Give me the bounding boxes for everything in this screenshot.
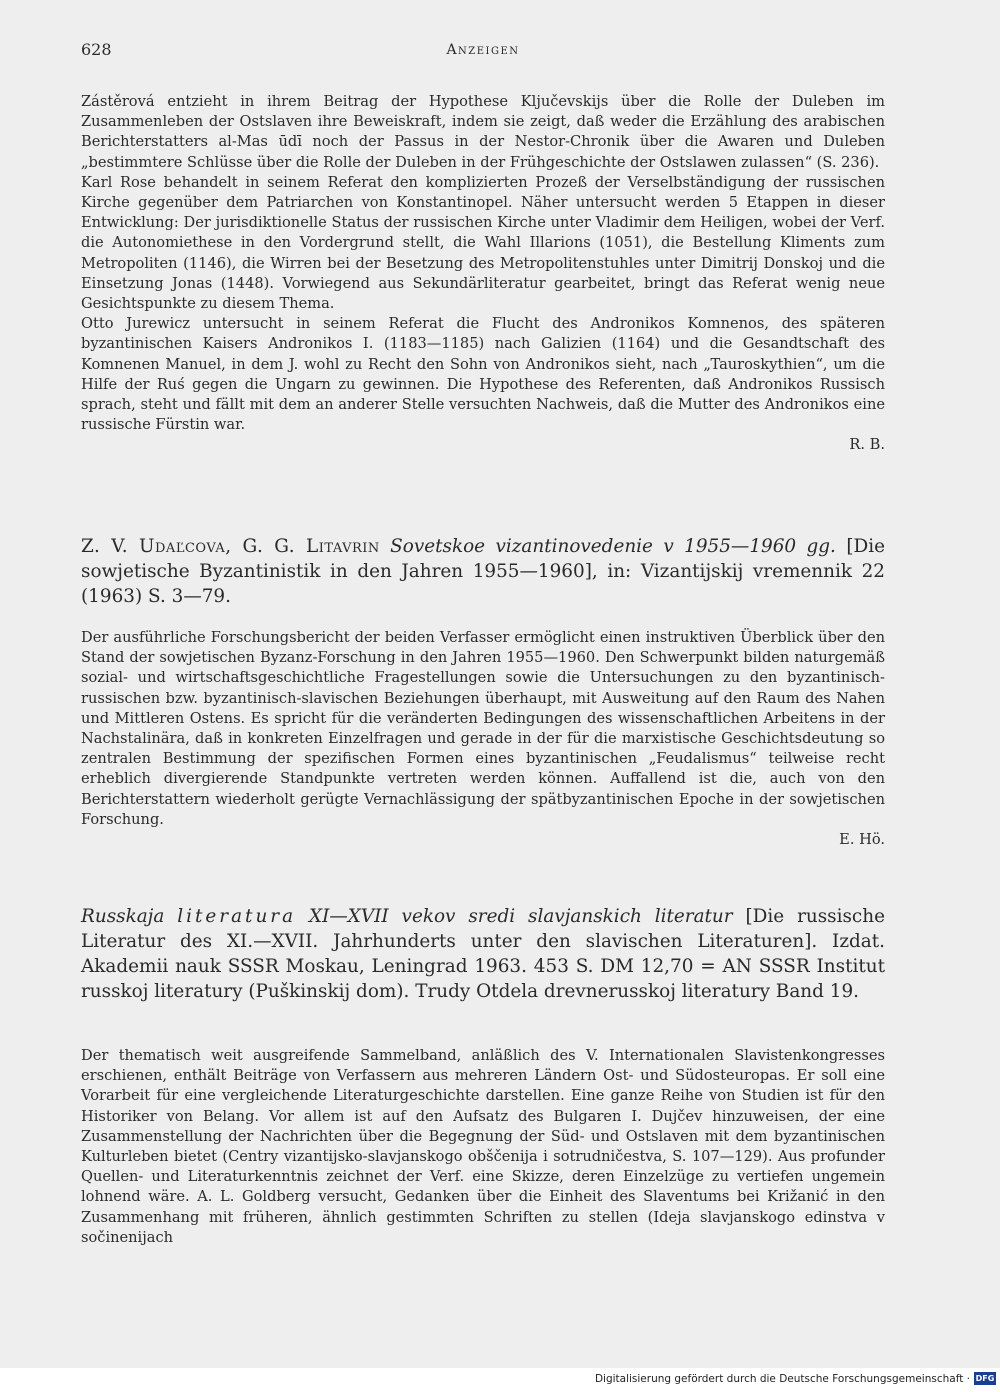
review-text (81, 1046, 885, 1248)
entry-title-spaced: literatura (177, 906, 297, 927)
footer-credit: Digitalisierung gefördert durch die Deutsche Forschungsgemeinschaft · (594, 1373, 970, 1385)
reviewer-signature: E. Hö. (839, 831, 885, 849)
bibliographic-entry-heading (81, 904, 885, 1004)
entry-details: [Die sowjetische Byzantinistik in den Jahren 1955—1960], in: Vizantijskij vremennik 22 (1963) S. 3—79. (81, 536, 885, 607)
page-header (81, 40, 885, 66)
running-head: Anzeigen (446, 42, 520, 58)
paragraph: Otto Jurewicz untersucht in seinem Referat die Flucht des Andronikos Komnenos, des späteren byzantinischen Kaisers Andronikos I. (1183—1185) nach Galizien (1164) und die Gesandtschaft des Komnenen Manuel, in dem J. wohl zu Recht den Sohn von Andronikos sieht, nach „Tauroskythien“, um die Hilfe der Ruś gegen die Ungarn zu gewinnen. Die Hypothese des Referenten, daß Andronikos Russisch sprach, steht und fällt mit dem an anderer Stelle versuchten Nachweis, daß die Mutter des Andronikos eine russische Fürstin war. (81, 315, 885, 434)
review-text (81, 628, 885, 850)
paragraph: Der ausführliche Forschungsbericht der beiden Verfasser ermöglicht einen instruktiven Überblick über den Stand der sowjetischen Byzanz-Forschung in den Jahren 1955—1960. Den Schwerpunkt bilden naturgemäß sozial- und wirtschaftsgeschichtliche Fragestellungen sowie die Untersuchungen zu den byzantinisch-russischen bzw. byzantinisch-slavischen Beziehungen überhaupt, mit Ausweitung auf den Raum des Nahen und Mittleren Ostens. Es spricht für die veränderten Bedingungen des wissenschaftlichen Arbeitens in der Nachstalinära, daß in konkreten Einzelfragen und gerade in der für die marxistische Geschichtsdeutung so zentralen Bestimmung der spezifischen Formen eines byzantinischen „Feudalismus“ teilweise recht erheblich divergierende Standpunkte vertreten werden können. Auffallend ist die, auch von den Berichterstattern wiederholt gerügte Vernachlässigung der spätbyzantinischen Epoche in der sowjetischen Forschung. (81, 629, 885, 828)
paragraph: Der thematisch weit ausgreifende Sammelband, anläßlich des V. Internationalen Slavistenkongresses erschienen, enthält Beiträge von Verfassern aus mehreren Ländern Ost- und Südosteuropas. Er soll eine Vorarbeit für eine vergleichende Literaturgeschichte darstellen. Eine ganze Reihe von Studien ist für den Historiker von Belang. Vor allem ist auf den Aufsatz des Bulgaren I. Dujčev hinzuweisen, der eine Zusammenstellung der Nachrichten über die Begegnung der Süd- und Ostslaven mit dem byzantinischen Kulturleben bietet (Centry vizantijsko-slavjanskogo obščenija i sotrudničestva, S. 107—129). Aus profunder Quellen- und Literaturkenntnis zeichnet der Verf. eine Skizze, deren Einzelzüge zu vertiefen ungemein lohnend wäre. A. L. Goldberg versucht, Gedanken über die Einheit des Slaventums bei Križanić in den Zusammenhang mit früheren, ähnlich gestimmten Schriften zu stellen (Ideja slavjanskogo edinstva v sočinenijach (81, 1047, 885, 1246)
dfg-logo-icon: DFG (975, 1374, 995, 1383)
reviewer-signature: R. B. (849, 436, 885, 454)
digitization-footer (0, 1368, 1000, 1392)
review-continuation (81, 92, 885, 456)
entry-title-part: Russkaja (81, 906, 165, 927)
paragraph: Zástěrová entzieht in ihrem Beitrag der Hypothese Ključevskijs über die Rolle der Duleben im Zusammenleben der Ostslaven ihre Beweiskraft, indem sie zeigt, daß weder die Erzählung des arabischen Berichterstatters al-Mas ūdī noch der Passus in der Nestor-Chronik über die Awaren und Duleben „bestimmtere Schlüsse über die Rolle der Duleben in der Frühgeschichte der Ostslawen zulassen“ (S. 236). (81, 93, 885, 171)
entry-authors: Z. V. Udaľcova, G. G. Litavrin (81, 536, 380, 557)
page-number: 628 (81, 40, 112, 59)
bibliographic-entry-heading (81, 534, 885, 609)
entry-title-part: XI—XVII vekov sredi slavjanskich literatur (308, 906, 733, 927)
entry-details: [Die russische Literatur des XI.—XVII. Jahrhunderts unter den slavischen Literaturen]. Izdat. Akademii nauk SSSR Moskau, Leningrad 1963. 453 S. DM 12,70 = AN SSSR Institut russkoj literatury (Puškinskij dom). Trudy Otdela drevnerusskoj literatury Band 19. (81, 906, 885, 1002)
entry-title: Sovetskoe vizantinovedenie v 1955—1960 gg. (390, 536, 836, 557)
paragraph: Karl Rose behandelt in seinem Referat den komplizierten Prozeß der Verselbständigung der russischen Kirche gegenüber dem Patriarchen von Konstantinopel. Näher untersucht werden 5 Etappen in dieser Entwicklung: Der jurisdiktionelle Status der russischen Kirche unter Vladimir dem Heiligen, wobei der Verf. die Autonomiethese in den Vordergrund stellt, die Wahl Illarions (1051), die Bestellung Kliments zum Metropoliten (1146), die Wirren bei der Besetzung des Metropolitenstuhles unter Dimitrij Donskoj und die Einsetzung Jonas (1448). Vorwiegend aus Sekundärliteratur gearbeitet, bringt das Referat wenig neue Gesichtspunkte zu diesem Thema. (81, 173, 885, 313)
